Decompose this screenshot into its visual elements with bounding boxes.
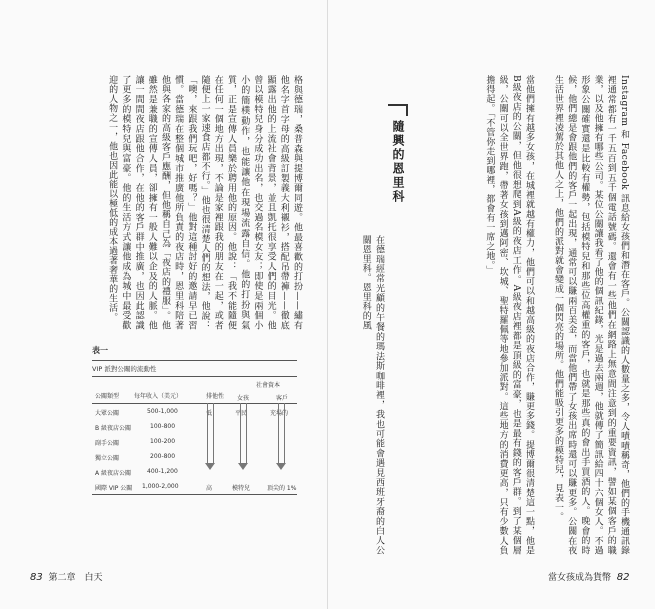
heading-rule-vertical [406, 104, 408, 116]
chapter-label: 第二章 白天 [48, 573, 103, 583]
exclusivity-low-label: 低 [206, 410, 213, 417]
row-type: 副手公關 [95, 440, 120, 447]
girls-high-label: 模特兒 [232, 485, 251, 492]
row-type: A 級夜店公關 [95, 470, 132, 477]
header-type: 公關類型 [95, 393, 120, 400]
header-exclusivity: 排他性 [206, 393, 225, 400]
row-income: 100-800 [150, 423, 176, 430]
exclusivity-arrow [207, 403, 214, 463]
left-folio [30, 570, 102, 583]
exclusivity-arrowhead [205, 463, 215, 470]
row-income: 1,000-2,000 [142, 483, 179, 490]
clients-low-label: 充場的 [270, 410, 289, 417]
table-bottom-rule [92, 494, 297, 495]
girls-low-label: 平民 [235, 410, 248, 417]
table-row [92, 449, 297, 464]
row-income: 200-800 [150, 453, 176, 460]
table-row [92, 464, 297, 479]
table-subtitle: VIP 派對公關的流動性 [92, 360, 297, 377]
exclusivity-high-label: 高 [206, 485, 213, 492]
table-title: 表一 [92, 346, 108, 355]
girls-arrowhead [238, 463, 248, 470]
page-number: 82 [616, 572, 630, 583]
heading-rule [388, 104, 408, 106]
header-clients: 客戶 [276, 395, 289, 402]
clients-arrow [278, 403, 285, 463]
page-number: 83 [30, 572, 43, 583]
row-type: B 級夜店公關 [95, 425, 132, 432]
section-heading: 隨興的恩里科 [391, 120, 405, 204]
clients-arrowhead [276, 463, 286, 470]
table-header [92, 377, 297, 404]
header-girls: 女孩 [237, 395, 250, 402]
row-income: 400-1,200 [147, 468, 178, 475]
table-row [92, 434, 297, 449]
table-row [92, 479, 297, 494]
book-title-label: 當女孩成為貨幣 [548, 573, 612, 583]
girls-arrow [240, 403, 247, 463]
table-row [92, 404, 297, 419]
right-body-text-3: 在德瑞經常光顧的午餐的瑪法斯咖啡裡，我也可能會遇見西班牙裔的白人公關恩里科。恩里科的風 [360, 235, 384, 555]
clients-high-label: 頂尖的 1% [267, 485, 297, 492]
table-row [92, 419, 297, 434]
right-body-text-1: Instagram 和 Facebook 訊息給女孩們和潛在客戶。公關認識的人數量之多，令人嘖嘖稱奇，他們的手機通訊錄裡通常都有一千五百到五千個電話號碼。還會有一些他們在網路上無意間注意到的重要資訊，譬如某個客戶的職業，以及他擁有哪些公司。某位公關讓我看了他的個訊紀錄，光是過去兩週，他就傳了簡訊給四十六個女人。不過形象公關確實還是比較有權勢，包括模特兒和那些位高權重的客戶，也就是那些真的會出手買酒的人。晚會的時候，他們總是會跟他們的客戶一起出現，通常可以賺兩百美金，而當他們帶了女孩出席時還可以賺更多。公關在夜生活世界裡凌駕於其他人之上，他們的派對就會變成一個閃亮的場所。他們能吸引更多的模特兒，見表一。 [552, 75, 629, 555]
left-body-text: 格與德瑞，桑普森與提博爾同遊。他最喜歡的打扮——繡有他名字首字母的高級訂製義大利襯衫，搭配吊帶褲——徹底顯露出他的上流社會背景，並且凱托很享受人們的目光。他曾以模特兒身分成功出名，也交過名模女友；即使是兩個小小的簡樸動作，也能讓他在現場流露自信。他的打扮與氣質，正是宣傳人員樂於聘用他的原因。他說：「我不能隨便在任何一個地方出現，不論是家裡跟我的朋友在一起，或者隨便上一家速食店都不行。」他也很清楚人們的想法，他說：「噢，來跟我們玩吧，好嗎？」他對這種討好的邀請早已習慣。當德瑞在整個城市推廣他所負責的夜店時，恩里科陪著他與各家的高級客戶應酬，但他稱自己為「夜店的禮服」。他雖然是兼職的宣傳人員，卻擁有一般人難以企及的人脈。他讓一間間夜店跟他合作，在他的客戶群中推廣，也因此認識了更多的模特兒與富豪。他的生活方式讓他成為城中最受歡迎的人物之一，他也因此能以極低的成本過著奢華的生活。 [107, 75, 302, 330]
row-income: 500-1,000 [147, 408, 178, 415]
right-folio [548, 570, 629, 583]
row-income: 100-200 [150, 438, 176, 445]
right-body-text-2: 當他們擁有越多女孩，在城裡就越有權力，他們可以和越高級的夜店合作，賺更多錢。提博爾很清楚這一點，他是B級夜店的公關，但他很想爬到A級的夜店工作。A級夜店裡都是頂級的富豪，也是最有錢的客戶群。到了某個層級，公關可以全世界跑，帶著女孩到邁阿密、坎城、聖特羅佩等地參加派對。這些地方的消費更高，只有少數人負擔得起。「不管你走到哪裡，都會有一席之地。」 [484, 75, 534, 555]
row-type: 大眾公關 [95, 410, 120, 417]
row-type: 獨立公關 [95, 455, 120, 462]
table-vip-promoter-mobility [92, 345, 297, 495]
header-social-capital: 社會資本 [256, 382, 281, 389]
header-income: 每年收入（美元） [134, 393, 183, 400]
row-type: 國際 VIP 公關 [95, 485, 133, 492]
